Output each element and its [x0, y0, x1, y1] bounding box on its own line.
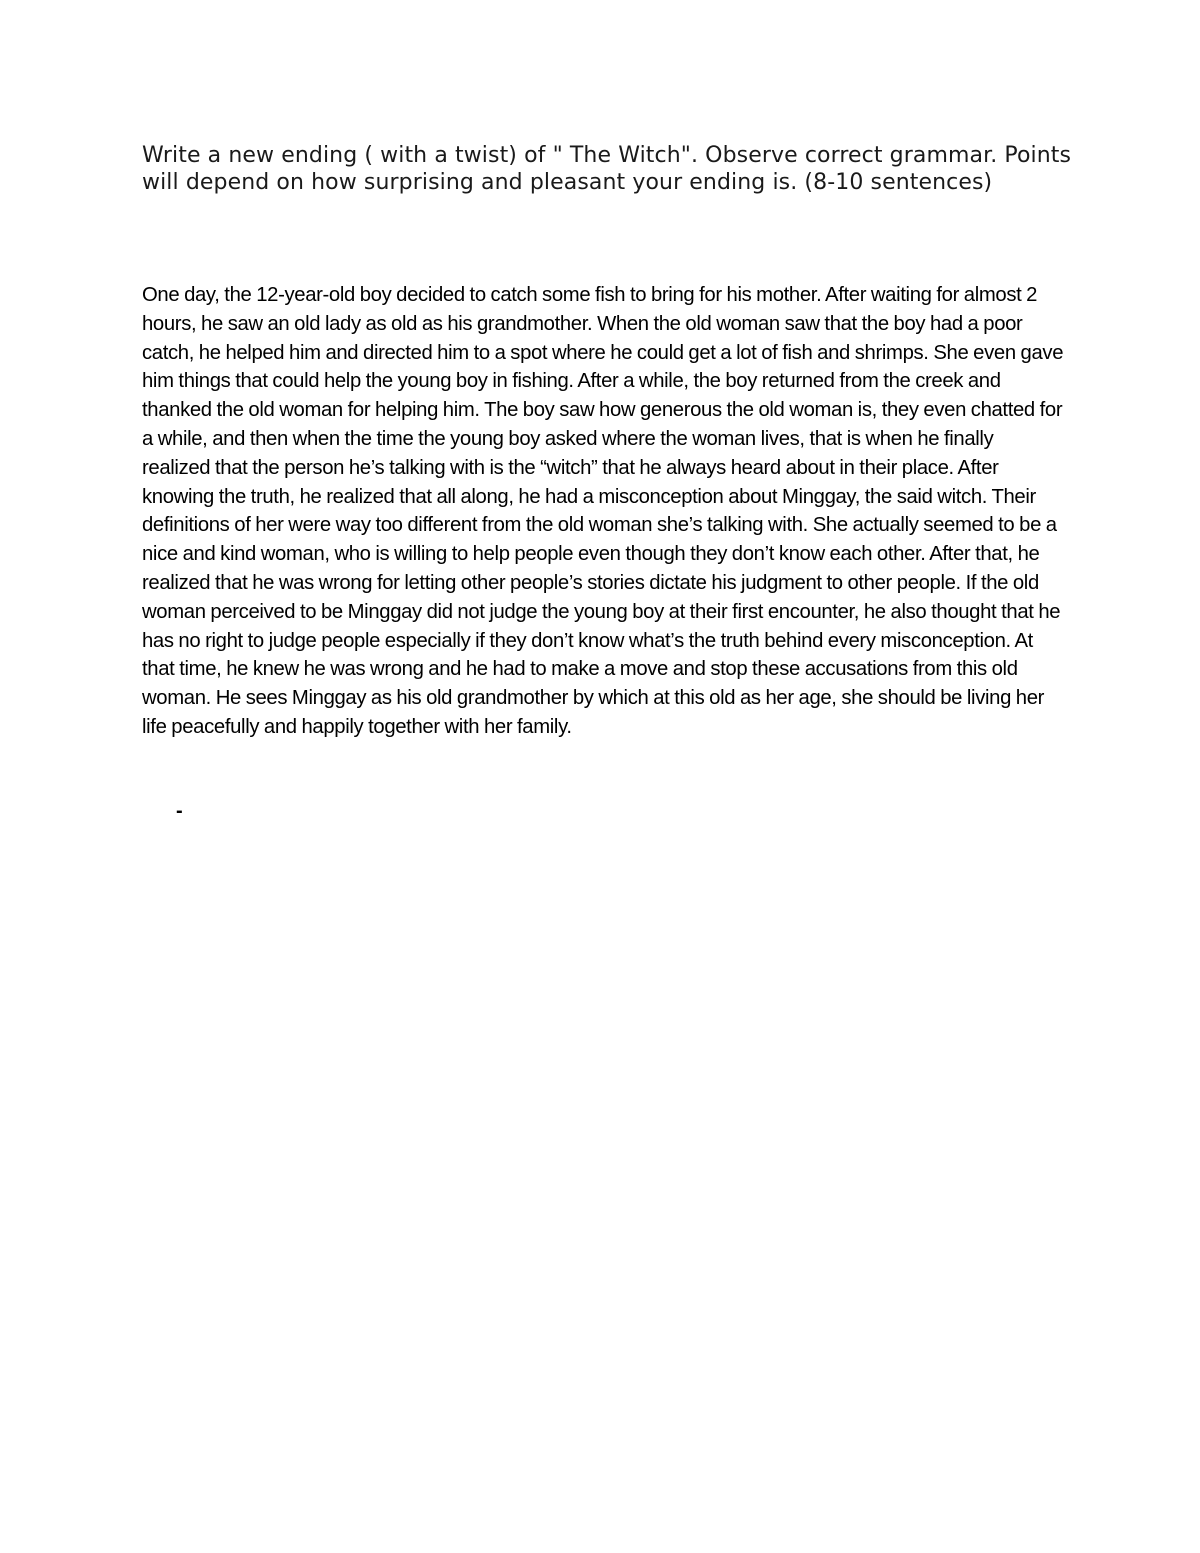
list-dash-marker: - [176, 800, 183, 822]
assignment-prompt: Write a new ending ( with a twist) of " The Witch". Observe correct grammar. Points will depend on how surprising and pleasant your ending is. (8-10 sentences) [142, 143, 1072, 195]
answer-paragraph: One day, the 12-year-old boy decided to catch some fish to bring for his mother. After waiting for almost 2 hours, he saw an old lady as old as his grandmother. When the old woman saw that the boy had a poor catch, he helped him and directed him to a spot where he could get a lot of fish and shrimps. She even gave him things that could help the young boy in fishing. After a while, the boy returned from the creek and thanked the old woman for helping him. The boy saw how generous the old woman is, they even chatted for a while, and then when the time the young boy asked where the woman lives, that is when he finally realized that the person he’s talking with is the “witch” that he always heard about in their place. After knowing the truth, he realized that all along, he had a misconception about Minggay, the said witch. Their definitions of her were way too different from the old woman she’s talking with. She actually seemed to be a nice and kind woman, who is willing to help people even though they don’t know each other. After that, he realized that he was wrong for letting other people’s stories dictate his judgment to other people. If the old woman perceived to be Minggay did not judge the young boy at their first encounter, he also thought that he has no right to judge people especially if they don’t know what’s the truth behind every misconception. At that time, he knew he was wrong and he had to make a move and stop these accusations from this old woman. He sees Minggay as his old grandmother by which at this old as her age, she should be living her life peacefully and happily together with her family. [142, 284, 1064, 738]
